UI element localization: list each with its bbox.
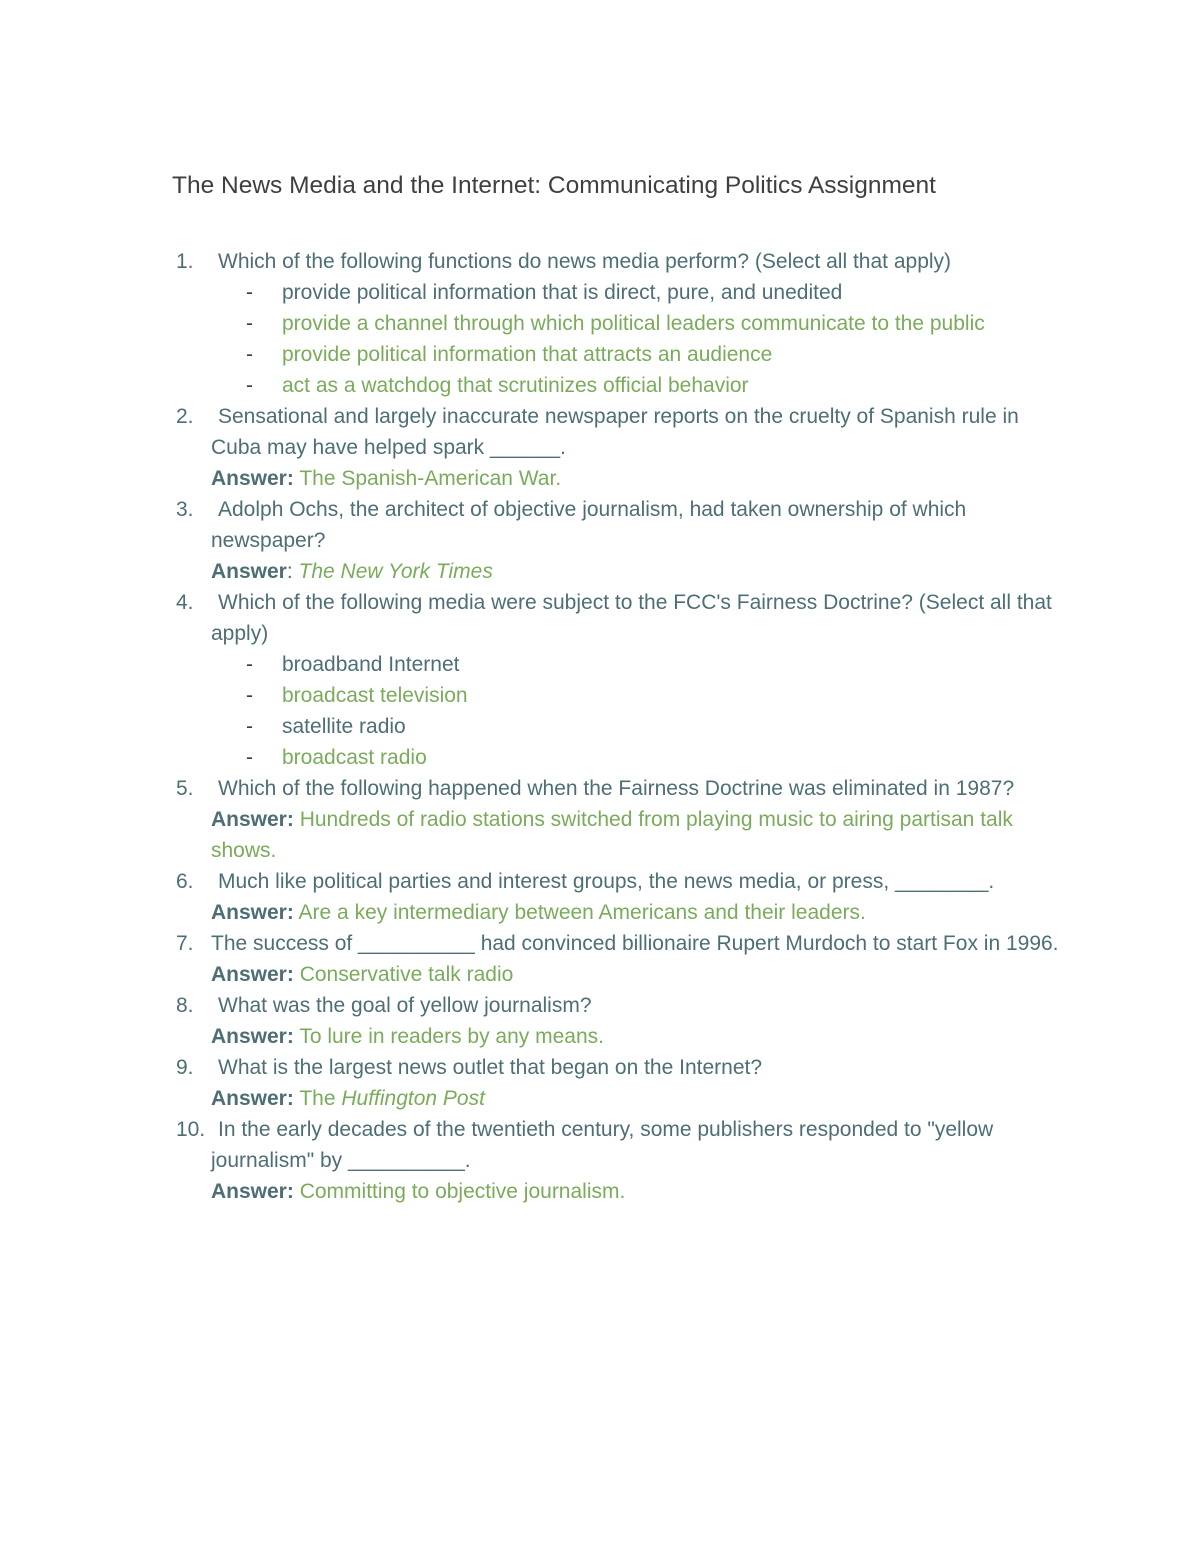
question-text: Which of the following happened when the Fairness Doctrine was eliminated in 1987? [218, 777, 1015, 800]
answer-text: The New York Times [298, 560, 493, 583]
option-item-correct [211, 680, 1070, 711]
option-text: satellite radio [282, 715, 406, 738]
answer-text: The Spanish-American War. [299, 467, 562, 490]
question-text: Much like political parties and interest groups, the news media, or press, ________. [218, 870, 995, 893]
answer-label: Answer: [211, 467, 294, 490]
question-item [0, 928, 1200, 990]
question-number: 6. [176, 870, 194, 893]
answer-text: Conservative talk radio [299, 963, 514, 986]
option-list [211, 649, 1070, 773]
answer-colon: : [286, 560, 299, 583]
question-number: 7. [176, 932, 194, 955]
answer-line [211, 1021, 1070, 1052]
question-number: 4. [176, 591, 194, 614]
dash-bullet: - [246, 653, 253, 676]
option-item-correct [211, 339, 1070, 370]
question-text: Which of the following media were subject to the FCC's Fairness Doctrine? (Select all that apply) [211, 591, 1052, 645]
question-item [0, 990, 1200, 1052]
option-item-correct [211, 308, 1070, 339]
option-text: act as a watchdog that scrutinizes official behavior [282, 374, 749, 397]
answer-line [211, 804, 1070, 866]
question-text: The success of __________ had convinced billionaire Rupert Murdoch to start Fox in 1996. [211, 932, 1059, 955]
option-item-correct [211, 742, 1070, 773]
answer-line [211, 1176, 1070, 1207]
answer-label: Answer: [211, 901, 294, 924]
option-item [211, 277, 1070, 308]
question-text: In the early decades of the twentieth century, some publishers responded to "yellow journalism" by __________. [211, 1118, 994, 1172]
answer-label: Answer: [211, 808, 294, 831]
answer-label: Answer: [211, 1180, 294, 1203]
answer-line [211, 463, 1070, 494]
option-text: broadband Internet [282, 653, 460, 676]
option-item [211, 711, 1070, 742]
option-text: broadcast television [282, 684, 468, 707]
question-number: 1. [176, 250, 194, 273]
question-item [0, 1114, 1200, 1207]
answer-line [211, 1083, 1070, 1114]
option-text: broadcast radio [282, 746, 427, 769]
question-text: What is the largest news outlet that began on the Internet? [218, 1056, 763, 1079]
question-item [0, 866, 1200, 928]
answer-line [211, 897, 1070, 928]
option-text: provide a channel through which political leaders communicate to the public [282, 312, 985, 335]
document-title: The News Media and the Internet: Communicating Politics Assignment [172, 172, 936, 199]
dash-bullet: - [246, 715, 253, 738]
answer-label: Answer: [211, 963, 294, 986]
question-text: Adolph Ochs, the architect of objective journalism, had taken ownership of which newspaper? [211, 498, 967, 552]
answer-text: Hundreds of radio stations switched from playing music to airing partisan talk shows. [211, 808, 1013, 862]
answer-label: Answer: [211, 1025, 294, 1048]
answer-text: To lure in readers by any means. [299, 1025, 604, 1048]
option-text: provide political information that attracts an audience [282, 343, 773, 366]
dash-bullet: - [246, 684, 253, 707]
answer-line [211, 959, 1070, 990]
option-text: provide political information that is direct, pure, and unedited [282, 281, 843, 304]
question-number: 2. [176, 405, 194, 428]
question-item [0, 401, 1200, 494]
option-item [211, 649, 1070, 680]
option-item-correct [211, 370, 1070, 401]
question-item [0, 494, 1200, 587]
question-text: Sensational and largely inaccurate newspaper reports on the cruelty of Spanish rule in Cuba may have helped spark ______. [211, 405, 1019, 459]
option-list [211, 277, 1070, 401]
question-number: 10. [176, 1118, 206, 1141]
question-item [0, 773, 1200, 866]
question-number: 8. [176, 994, 194, 1017]
answer-prefix: The [299, 1087, 342, 1110]
dash-bullet: - [246, 281, 253, 304]
question-number: 9. [176, 1056, 194, 1079]
answer-label: Answer [211, 560, 287, 583]
question-text: What was the goal of yellow journalism? [218, 994, 592, 1017]
dash-bullet: - [246, 343, 253, 366]
question-number: 3. [176, 498, 194, 521]
question-item [0, 1052, 1200, 1114]
dash-bullet: - [246, 374, 253, 397]
answer-label: Answer: [211, 1087, 294, 1110]
question-list [0, 246, 1200, 1207]
dash-bullet: - [246, 746, 253, 769]
answer-text: Are a key intermediary between Americans and their leaders. [298, 901, 866, 924]
question-number: 5. [176, 777, 194, 800]
answer-text: Committing to objective journalism. [299, 1180, 626, 1203]
dash-bullet: - [246, 312, 253, 335]
question-item [0, 587, 1200, 773]
question-text: Which of the following functions do news media perform? (Select all that apply) [218, 250, 952, 273]
answer-text: Huffington Post [341, 1087, 485, 1110]
answer-line [211, 556, 1070, 587]
question-item [0, 246, 1200, 401]
